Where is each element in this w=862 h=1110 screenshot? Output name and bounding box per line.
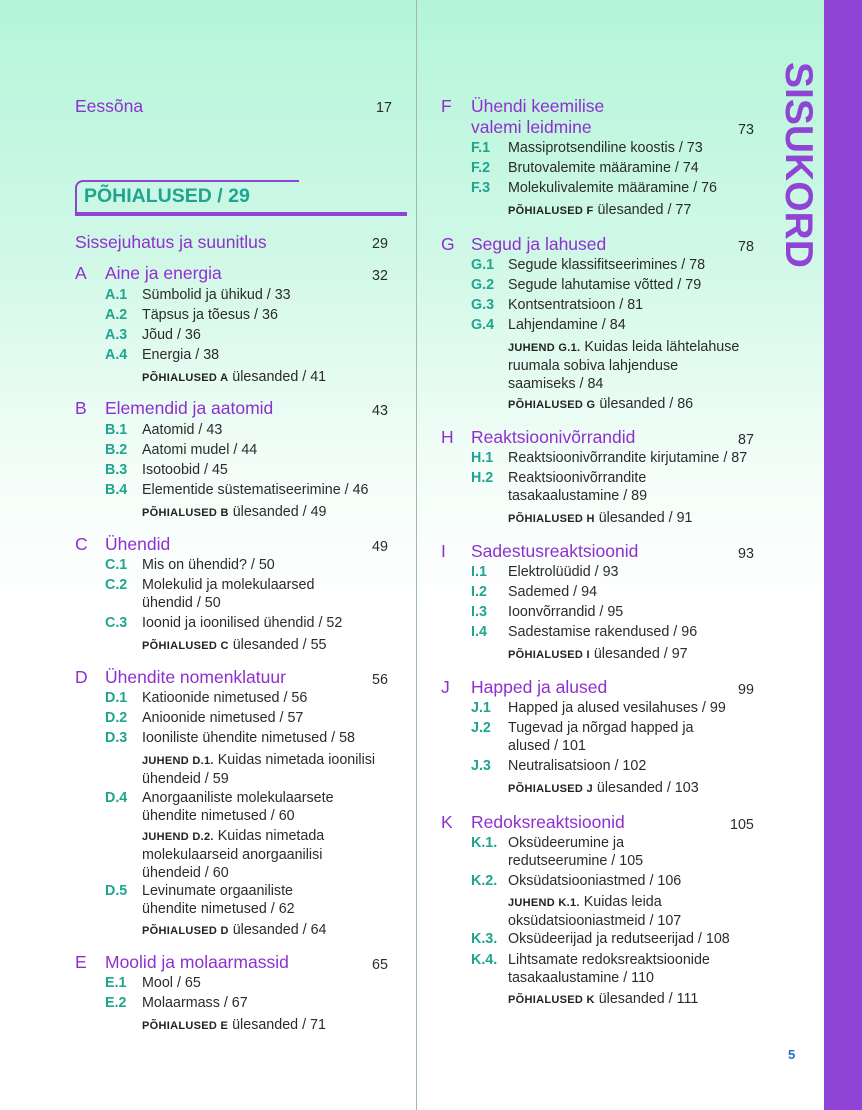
item-text: Levinumate orgaaniliste ühendite nimetused / 62 [142,883,295,917]
chapter-page: 78 [738,239,754,255]
summary-f[interactable] [508,201,691,220]
summary-text: ülesanded / 97 [593,646,688,662]
summary-b[interactable] [142,503,327,522]
item-code: B.3 [105,462,128,478]
item-code: D.1 [105,690,128,706]
summary-label: PÕHIALUSED A [142,372,229,384]
item-code: B.4 [105,482,128,498]
item-code: A.3 [105,327,128,343]
item-text: Aatomi mudel / 44 [142,442,258,458]
chapter-title: Aine ja energia [105,263,222,283]
item-text: Mis on ühendid? / 50 [142,557,275,573]
chapter-letter: J [441,677,450,697]
item-code: D.5 [105,883,128,899]
summary-g[interactable] [508,395,693,414]
summary-text: ülesanded / 49 [232,504,327,520]
chapter-title: Ühendi keemilise [471,96,605,116]
item-code: F.2 [471,160,491,176]
summary-i[interactable] [508,645,688,664]
item-text: Kontsentratsioon / 81 [508,297,644,313]
chapter-title-line2: valemi leidmine [471,117,592,137]
chapter-page: 56 [372,672,388,688]
summary-d[interactable] [142,921,327,940]
item-text: Segude lahutamise võtted / 79 [508,277,702,293]
sidebar-band [824,0,862,1110]
item-text: Elektrolüüdid / 93 [508,564,619,580]
summary-label: PÕHIALUSED J [508,783,593,795]
chapter-letter: K [441,812,453,832]
chapter-title: Happed ja alused [471,677,608,697]
item-text: Oksüdeerijad ja redutseerijad / 108 [508,931,730,947]
item-text: Molaarmass / 67 [142,995,248,1011]
guide-text: Kuidas leida lähtelahuse ruumala sobiva lahjenduse saamiseks / 84 [508,339,740,392]
guide-label: JUHEND K.1. [508,897,580,909]
chapter-title: Ühendid [105,534,171,554]
item-code: F.3 [471,180,491,196]
chapter-letter: A [75,263,87,283]
chapter-page: 32 [372,268,388,284]
item-code: K.3. [471,931,498,947]
guide-g1[interactable] [508,338,744,393]
item-text: Ioonvõrrandid / 95 [508,604,624,620]
guide-label: JUHEND G.1. [508,342,581,354]
guide-label: JUHEND D.1. [142,755,214,767]
item-text: Täpsus ja tõesus / 36 [142,307,278,323]
summary-e[interactable] [142,1016,326,1035]
chapter-title: Elemendid ja aatomid [105,398,274,418]
item-text: Brutovalemite määramine / 74 [508,160,699,176]
item-code: G.4 [471,317,495,333]
summary-label: PÕHIALUSED F [508,205,594,217]
summary-text: ülesanded / 91 [598,510,693,526]
item-text: Molekulid ja molekulaarsed ühendid / 50 [142,577,315,611]
summary-text: ülesanded / 111 [598,991,699,1007]
chapter-letter: E [75,952,87,972]
chapter-letter: D [75,667,88,687]
intro-page: 29 [372,236,388,252]
item-text: Molekulivalemite määramine / 76 [508,180,717,196]
item-code: D.4 [105,790,128,806]
chapter-title: Redoksreaktsioonid [471,812,625,832]
item-text: Jõud / 36 [142,327,201,343]
chapter-page: 49 [372,539,388,555]
item-text: Oksüdatsiooniastmed / 106 [508,873,682,889]
item-text: Isotoobid / 45 [142,462,228,478]
item-text: Sümbolid ja ühikud / 33 [142,287,291,303]
item-text: Massiprotsendiline koostis / 73 [508,140,703,156]
item-code: D.2 [105,710,128,726]
preface-title: Eessõna [75,96,144,116]
guide-k1[interactable] [508,893,708,930]
guide-d2[interactable] [142,827,372,882]
item-text: Happed ja alused vesilahuses / 99 [508,700,726,716]
summary-label: PÕHIALUSED E [142,1020,229,1032]
item-code: H.2 [471,470,494,486]
item-text: Mool / 65 [142,975,201,991]
item-text: Oksüdeerumine ja redutseerumine / 105 [508,835,644,869]
chapter-title: Moolid ja molaarmassid [105,952,289,972]
guide-text: Kuidas leida oksüdatsiooniastmeid / 107 [508,894,682,929]
summary-label: PÕHIALUSED B [142,507,229,519]
summary-label: PÕHIALUSED G [508,399,596,411]
chapter-title: Ühendite nomenklatuur [105,667,286,687]
chapter-page: 105 [730,817,754,833]
summary-label: PÕHIALUSED C [142,640,229,652]
summary-label: PÕHIALUSED H [508,513,595,525]
summary-text: ülesanded / 86 [599,396,694,412]
item-text: Iooniliste ühendite nimetused / 58 [142,730,356,746]
item-code: D.3 [105,730,128,746]
item-code: A.1 [105,287,128,303]
summary-a[interactable] [142,368,326,387]
chapter-title: Reaktsioonivõrrandid [471,427,636,447]
item-code: C.1 [105,557,128,573]
guide-label: JUHEND D.2. [142,831,214,843]
item-code: I.3 [471,604,487,620]
item-text: Elementide süstematiseerimine / 46 [142,482,369,498]
chapter-letter: F [441,96,452,116]
chapter-page: 43 [372,403,388,419]
chapter-letter: G [441,234,455,254]
chapter-letter: B [75,398,87,418]
guide-d1[interactable] [142,751,387,788]
chapter-title: Sadestusreaktsioonid [471,541,639,561]
column-divider [416,0,417,1110]
chapter-page: 73 [738,122,754,138]
item-text: Neutralisatsioon / 102 [508,758,647,774]
item-text: Lihtsamate redoksreaktsioonide tasakaalustamine / 110 [508,952,710,986]
chapter-letter: I [441,541,446,561]
summary-label: PÕHIALUSED I [508,649,590,661]
summary-text: ülesanded / 41 [232,369,327,385]
item-text: Katioonide nimetused / 56 [142,690,308,706]
item-code: C.3 [105,615,128,631]
summary-c[interactable] [142,636,327,655]
item-code: I.4 [471,624,487,640]
item-code: K.2. [471,873,498,889]
item-code: I.1 [471,564,487,580]
item-code: J.2 [471,720,491,736]
item-text: Energia / 38 [142,347,220,363]
item-code: G.3 [471,297,495,313]
summary-text: ülesanded / 64 [232,922,327,938]
item-text: Tugevad ja nõrgad happed ja alused / 101 [508,720,694,754]
item-code: B.1 [105,422,128,438]
item-code: B.2 [105,442,128,458]
chapter-letter: H [441,427,454,447]
item-code: F.1 [471,140,491,156]
page-number: 5 [788,1047,796,1062]
item-text: Ioonid ja ioonilised ühendid / 52 [142,615,343,631]
chapter-page: 93 [738,546,754,562]
item-text: Segude klassifitseerimines / 78 [508,257,706,273]
summary-k[interactable] [508,990,698,1009]
item-code: I.2 [471,584,487,600]
basics-header: PÕHIALUSED / 29 [84,185,250,207]
summary-text: ülesanded / 55 [232,637,327,653]
item-text: Reaktsioonivõrrandite kirjutamine / 87 [508,450,748,466]
item-text: Sadestamise rakendused / 96 [508,624,698,640]
summary-text: ülesanded / 103 [596,780,699,796]
item-code: C.2 [105,577,128,593]
item-code: A.4 [105,347,128,363]
summary-text: ülesanded / 77 [597,202,692,218]
chapter-page: 65 [372,957,388,973]
item-code: K.4. [471,952,498,968]
chapter-page: 87 [738,432,754,448]
item-code: G.2 [471,277,495,293]
summary-label: PÕHIALUSED D [142,925,229,937]
chapter-title: Segud ja lahused [471,234,607,254]
item-text: Aatomid / 43 [142,422,223,438]
basics-bar [75,212,407,216]
item-code: K.1. [471,835,498,851]
summary-h[interactable] [508,509,693,528]
item-code: H.1 [471,450,494,466]
chapter-page: 99 [738,682,754,698]
item-code: A.2 [105,307,128,323]
item-text: Reaktsioonivõrrandite tasakaalustamine / 89 [508,470,648,504]
item-text: Anorgaaniliste molekulaarsete ühendite nimetused / 60 [142,790,334,824]
summary-text: ülesanded / 71 [232,1017,326,1033]
item-code: J.1 [471,700,491,716]
item-text: Sademed / 94 [508,584,598,600]
item-code: E.2 [105,995,127,1011]
chapter-letter: C [75,534,88,554]
item-text: Anioonide nimetused / 57 [142,710,304,726]
item-code: E.1 [105,975,127,991]
item-code: J.3 [471,758,491,774]
item-code: G.1 [471,257,495,273]
preface-page: 17 [376,100,392,116]
summary-j[interactable] [508,779,699,798]
guide-text: Kuidas nimetada molekulaarseid anorgaanilisi ühendeid / 60 [142,828,325,881]
contents-label: SISUKORD [777,62,820,268]
intro-title: Sissejuhatus ja suunitlus [75,232,267,252]
summary-label: PÕHIALUSED K [508,994,595,1006]
item-text: Lahjendamine / 84 [508,317,626,333]
guide-text: Kuidas nimetada ioonilisi ühendeid / 59 [142,752,376,787]
